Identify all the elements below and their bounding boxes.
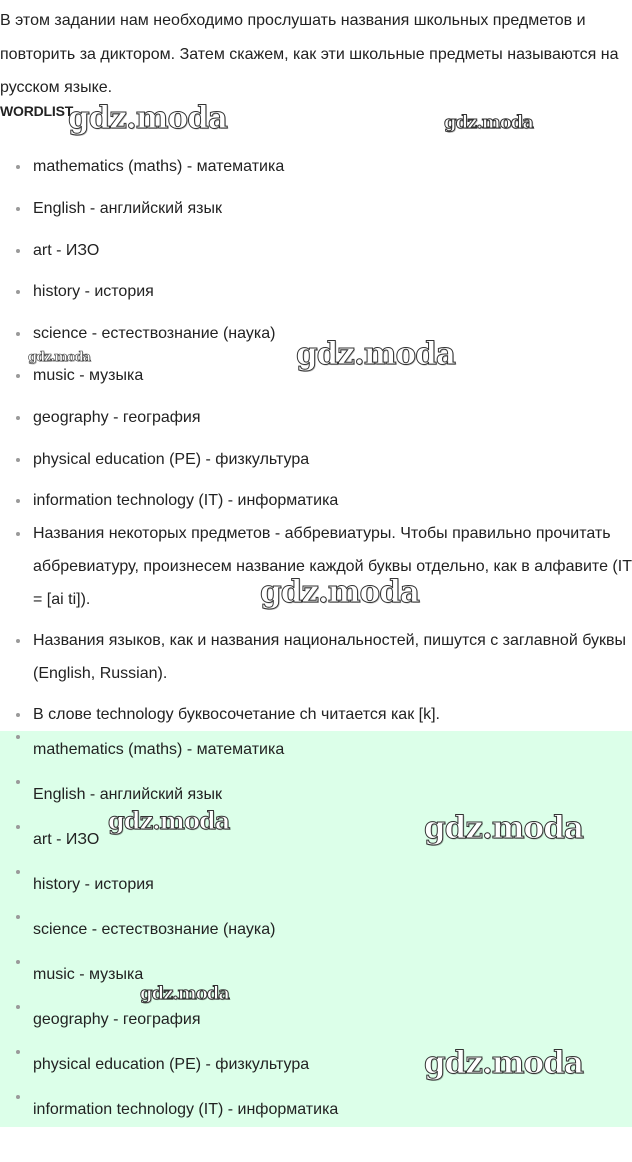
answer-item-text: history - история — [33, 876, 154, 893]
wordlist-heading: WORDLIST — [0, 103, 74, 119]
bullet-icon — [16, 1005, 20, 1009]
answer-item-text: science - естествознание (наука) — [33, 921, 276, 938]
list-item — [0, 150, 632, 192]
watermark: gdz.moda — [296, 336, 455, 372]
answer-item-text: physical education (PE) - физкультура — [33, 1056, 310, 1073]
list-item-text: mathematics (maths) - математика — [33, 158, 285, 175]
note-item — [0, 517, 632, 616]
bullet-icon — [16, 1095, 20, 1099]
note-item — [0, 698, 632, 731]
list-item — [0, 192, 632, 234]
watermark: gdz.moda — [260, 574, 419, 610]
bullet-icon — [16, 870, 20, 874]
answer-item — [0, 825, 632, 870]
answer-item-text: English - английский язык — [33, 786, 222, 803]
bullet-icon — [16, 374, 20, 378]
list-item — [0, 443, 632, 485]
watermark: gdz.moda — [28, 350, 91, 365]
list-item-text: art - ИЗО — [33, 241, 100, 259]
list-item-text: information technology (IT) - информатика — [33, 492, 339, 510]
list-item — [0, 275, 632, 317]
bullet-icon — [16, 735, 20, 739]
note-text: Названия языков, как и названия национальностей, пишутся с заглавной буквы (English, Russian). — [33, 632, 627, 683]
list-item — [0, 484, 632, 517]
list-item-text: physical education (PE) - физкультура — [33, 450, 310, 468]
bullet-icon — [16, 713, 20, 717]
note-item — [0, 624, 632, 690]
bullet-icon — [16, 960, 20, 964]
bullet-icon — [16, 416, 20, 420]
list-item-text: history - история — [33, 283, 154, 301]
bullet-icon — [16, 532, 20, 536]
list-item-text: English - английский язык — [33, 199, 222, 217]
bullet-icon — [16, 165, 20, 169]
answer-item-text: mathematics (maths) - математика — [33, 741, 285, 758]
answer-item — [0, 1050, 632, 1095]
wordlist — [0, 150, 632, 739]
list-item-text: science - естествознание (наука) — [33, 325, 276, 343]
answer-item — [0, 735, 632, 780]
bullet-icon — [16, 639, 20, 643]
bullet-icon — [16, 1050, 20, 1054]
answer-item-text: geography - география — [33, 1011, 201, 1028]
list-item-text: music - музыка — [33, 366, 144, 384]
bullet-icon — [16, 458, 20, 462]
list-item — [0, 234, 632, 276]
watermark: gdz.moda — [424, 810, 583, 846]
watermark: gdz.moda — [140, 983, 229, 1004]
note-text: В слове technology буквосочетание ch читается как [k]. — [33, 706, 440, 724]
answer-list — [0, 735, 632, 1140]
bullet-icon — [16, 249, 20, 253]
watermark: gdz.moda — [424, 1045, 583, 1081]
answer-item — [0, 1005, 632, 1050]
watermark: gdz.moda — [108, 806, 230, 835]
answer-item-text: music - музыка — [33, 966, 144, 983]
answer-item — [0, 1095, 632, 1140]
answer-item — [0, 960, 632, 1005]
list-item — [0, 317, 632, 359]
bullet-icon — [16, 332, 20, 336]
answer-item-text: information technology (IT) - информатика — [33, 1101, 339, 1118]
list-item — [0, 359, 632, 401]
watermark: gdz.moda — [444, 112, 533, 133]
bullet-icon — [16, 499, 20, 503]
watermark: gdz.moda — [68, 100, 227, 136]
list-item-text: geography - география — [33, 408, 201, 426]
answer-item — [0, 915, 632, 960]
answer-item-text: art - ИЗО — [33, 831, 100, 848]
list-item — [0, 401, 632, 443]
answer-item — [0, 870, 632, 915]
bullet-icon — [16, 290, 20, 294]
answer-item — [0, 780, 632, 825]
bullet-icon — [16, 825, 20, 829]
note-text: Названия некоторых предметов - аббревиатуры. Чтобы правильно прочитать аббревиатуру, произнесем название каждой буквы отдельно, как в алфавите (IT = [ai ti]). — [33, 525, 632, 609]
bullet-icon — [16, 780, 20, 784]
intro-paragraph: В этом задании нам необходимо прослушать названия школьных предметов и повторить за диктором. Затем скажем, как эти школьные предметы называются на русском языке. — [0, 12, 619, 96]
bullet-icon — [16, 915, 20, 919]
bullet-icon — [16, 207, 20, 211]
